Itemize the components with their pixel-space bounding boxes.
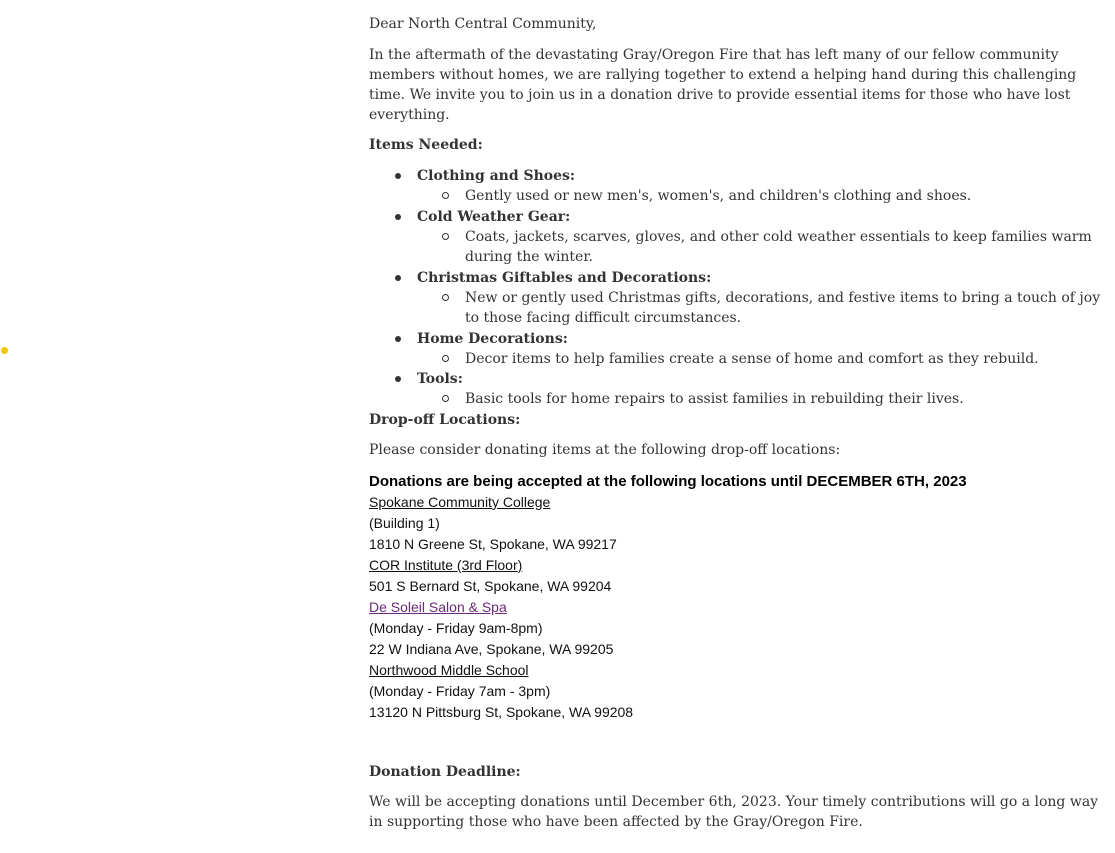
circle-bullet-icon xyxy=(442,395,449,402)
item-title: Christmas Giftables and Decorations: xyxy=(417,269,712,286)
locations-heading: Donations are being accepted at the following locations until DECEMBER 6TH, 2023 xyxy=(369,472,967,490)
bullet-icon xyxy=(395,376,401,382)
sub-list-item xyxy=(369,227,1105,268)
sub-list-item xyxy=(369,389,1105,410)
list-item xyxy=(369,369,1105,410)
item-title: Home Decorations: xyxy=(417,330,568,347)
sub-list-item xyxy=(369,349,1105,370)
item-detail: Decor items to help families create a sense of home and comfort as they rebuild. xyxy=(465,350,1039,367)
list-item xyxy=(369,268,1105,329)
bullet-icon xyxy=(395,336,401,342)
deadline-paragraph: We will be accepting donations until December 6th, 2023. Your timely contributions will go a long way in supporting those who have been affected by the Gray/Oregon Fire. xyxy=(369,793,1099,830)
circle-bullet-icon xyxy=(442,192,449,199)
items-list xyxy=(369,166,1105,410)
bullet-icon xyxy=(395,173,401,179)
location-note: (Building 1) xyxy=(369,514,440,531)
location-address: 501 S Bernard St, Spokane, WA 99204 xyxy=(369,577,612,594)
circle-bullet-icon xyxy=(442,355,449,362)
location-link-northwood[interactable]: Northwood Middle School xyxy=(369,661,529,678)
dropoff-heading: Drop-off Locations: xyxy=(369,411,521,428)
list-item xyxy=(369,166,1105,207)
location-address: 1810 N Greene St, Spokane, WA 99217 xyxy=(369,535,617,552)
cursor-marker-dot xyxy=(1,347,8,354)
location-hours: (Monday - Friday 9am-8pm) xyxy=(369,619,543,636)
sub-list-item xyxy=(369,288,1105,329)
deadline-heading: Donation Deadline: xyxy=(369,763,521,780)
locations-block xyxy=(369,471,1105,723)
letter-document xyxy=(369,14,1105,832)
location-link-soleil[interactable]: De Soleil Salon & Spa xyxy=(369,598,507,615)
circle-bullet-icon xyxy=(442,294,449,301)
item-detail: New or gently used Christmas gifts, decorations, and festive items to bring a touch of joy to those facing difficult circumstances. xyxy=(465,289,1101,326)
sub-list-item xyxy=(369,186,1105,207)
item-title: Clothing and Shoes: xyxy=(417,168,576,184)
greeting: Dear North Central Community, xyxy=(369,16,597,32)
bullet-icon xyxy=(395,275,401,281)
circle-bullet-icon xyxy=(442,233,449,240)
location-address: 13120 N Pittsburg St, Spokane, WA 99208 xyxy=(369,703,634,720)
location-link-cor[interactable]: COR Institute (3rd Floor) xyxy=(369,556,523,573)
bullet-icon xyxy=(395,214,401,220)
dropoff-intro: Please consider donating items at the following drop-off locations: xyxy=(369,441,841,458)
item-title: Cold Weather Gear: xyxy=(417,208,571,225)
location-hours: (Monday - Friday 7am - 3pm) xyxy=(369,682,551,699)
list-item xyxy=(369,329,1105,370)
intro-paragraph: In the aftermath of the devastating Gray/Oregon Fire that has left many of our fellow community members without homes, we are rallying together to extend a helping hand during this challenging time. We invite you to join us in a donation drive to provide essential items for those who have lost everything. xyxy=(369,47,1077,123)
item-detail: Coats, jackets, scarves, gloves, and other cold weather essentials to keep families warm during the winter. xyxy=(465,228,1092,265)
location-link-scc[interactable]: Spokane Community College xyxy=(369,493,551,510)
items-needed-heading: Items Needed: xyxy=(369,137,483,153)
item-title: Tools: xyxy=(417,371,463,387)
list-item xyxy=(369,207,1105,268)
item-detail: Gently used or new men's, women's, and children's clothing and shoes. xyxy=(465,188,972,204)
item-detail: Basic tools for home repairs to assist families in rebuilding their lives. xyxy=(465,391,964,407)
location-address: 22 W Indiana Ave, Spokane, WA 99205 xyxy=(369,640,614,657)
